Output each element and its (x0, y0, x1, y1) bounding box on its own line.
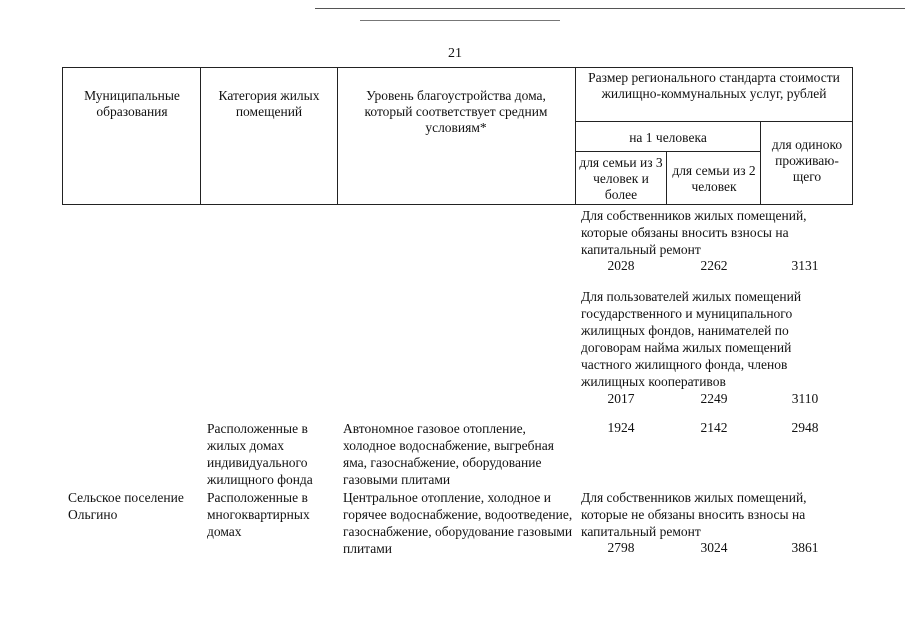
section2-value-single: 3110 (791, 391, 819, 406)
row-individual-level: Автономное газовое отопление, холодное водоснабжение, выгребная яма, газоснабжение, оборудование газовыми плитами (343, 421, 554, 487)
row-olgino-caption: Для собственников жилых помещений, которые не обязаны вносить взносы на капитальный ремонт (581, 490, 807, 539)
row-olgino-municipality: Сельское поселение Ольгино (68, 490, 184, 522)
section1-value-family2: 2262 (700, 258, 728, 273)
section2-value-family3: 2017 (607, 391, 635, 406)
section1-caption: Для собственников жилых помещений, которые обязаны вносить взносы на капитальный ремонт (581, 208, 807, 257)
header-municipality: Муниципальные образования (84, 88, 180, 119)
header-level: Уровень благоустройства дома, который соответствует средним условиям* (364, 88, 548, 135)
scan-top-line-short (360, 20, 560, 21)
row-olgino-level: Центральное отопление, холодное и горячее водоснабжение, водоотведение, газоснабжение, оборудование газовыми плитами (343, 490, 573, 556)
row-olgino-category: Расположенные в многоквартирных домах (207, 490, 310, 539)
row-individual-value-family2: 2142 (700, 420, 728, 435)
header-category: Категория жилых помещений (218, 88, 320, 119)
row-olgino-value-family3: 2798 (607, 540, 635, 555)
header-standard: Размер регионального стандарта стоимости жилищно-коммунальных услуг, рублей (588, 70, 840, 101)
row-individual-value-family3: 1924 (607, 420, 635, 435)
header-family3: для семьи из 3 человек и более (579, 155, 663, 202)
header-per-person: на 1 человека (629, 130, 707, 145)
section1-value-single: 3131 (791, 258, 819, 273)
section2-caption: Для пользователей жилых помещений государственного и муниципального жилищных фондов, нанимателей по договорам найма жилых помещений частного жилищного фонда, членов жилищных кооперативов (581, 289, 802, 389)
row-individual-value-single: 2948 (791, 420, 819, 435)
section2-value-family2: 2249 (700, 391, 728, 406)
header-single: для одиноко проживаю-щего (771, 137, 843, 184)
header-family2: для семьи из 2 человек (672, 163, 756, 194)
row-individual-category: Расположенные в жилых домах индивидуального жилищного фонда (207, 421, 313, 487)
row-olgino-value-family2: 3024 (700, 540, 728, 555)
section1-value-family3: 2028 (607, 258, 635, 273)
scan-top-line (315, 8, 905, 9)
row-olgino-value-single: 3861 (791, 540, 819, 555)
page-number: 21 (448, 46, 462, 61)
